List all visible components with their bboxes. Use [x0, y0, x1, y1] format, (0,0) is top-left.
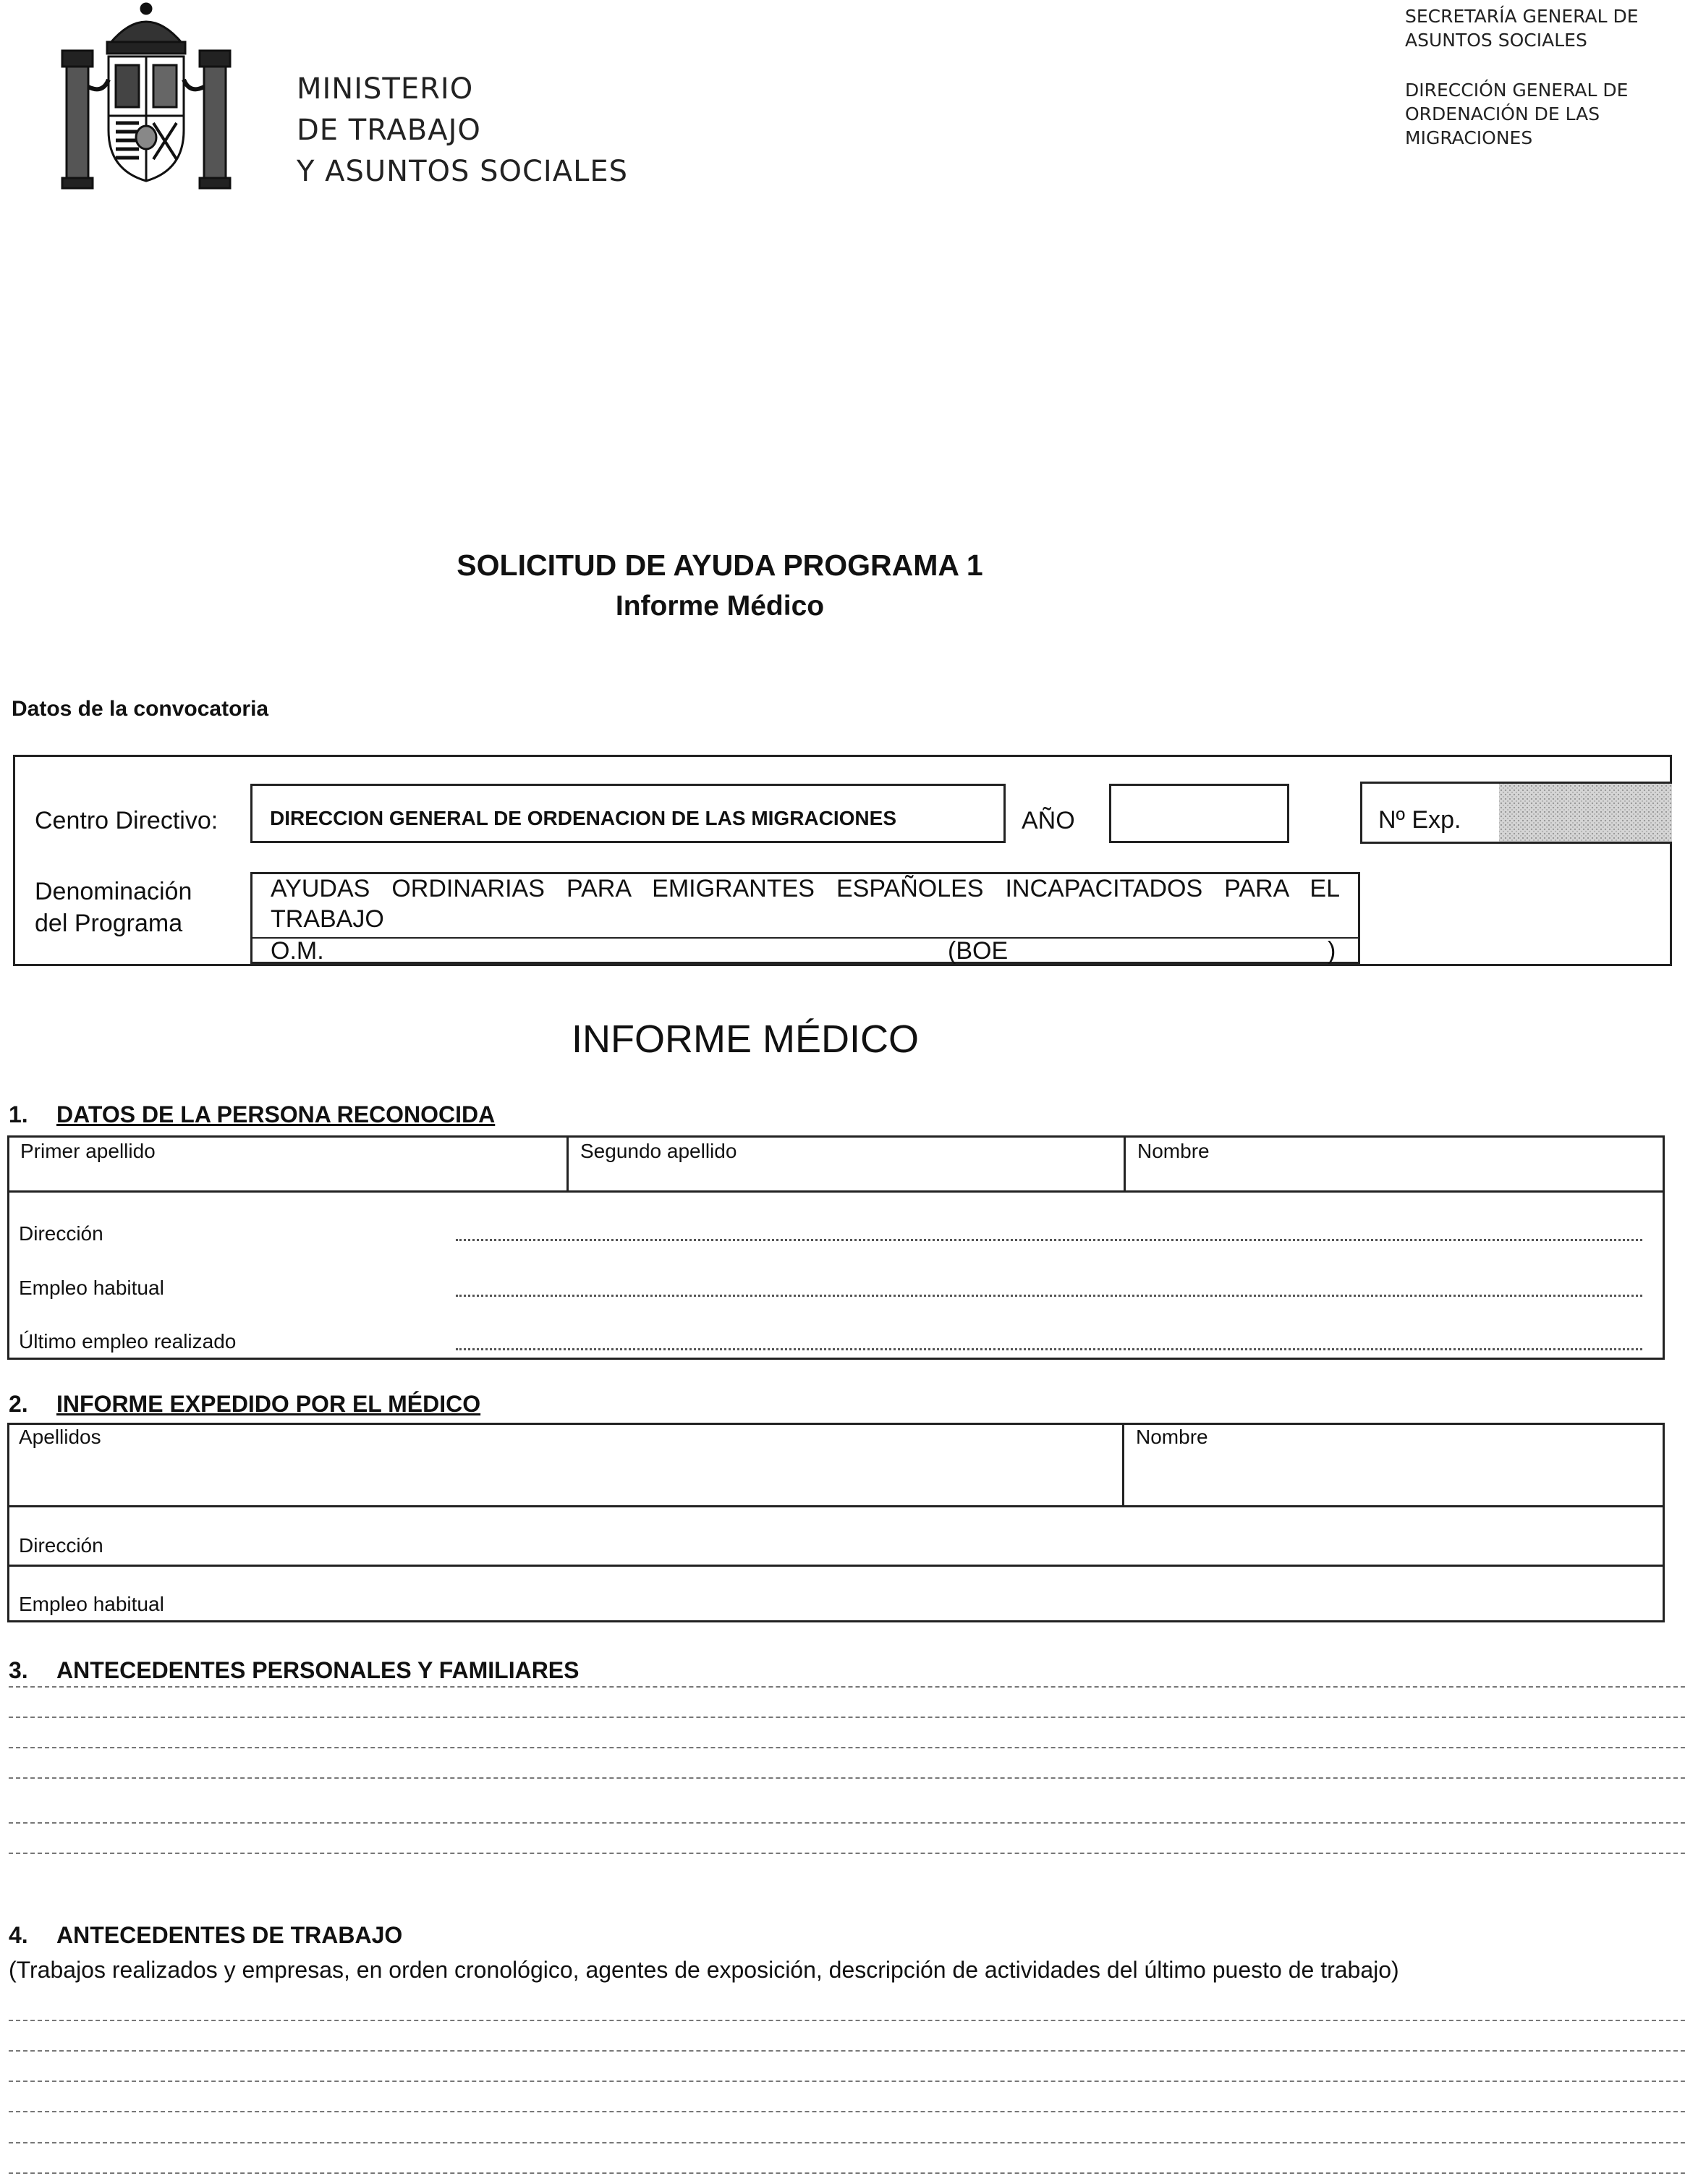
- answer-line[interactable]: [9, 1747, 1685, 1748]
- direccion-field[interactable]: [456, 1239, 1642, 1241]
- boe-close-paren: ): [1328, 937, 1336, 965]
- answer-line[interactable]: [9, 1777, 1685, 1779]
- divider: [7, 1565, 1665, 1567]
- section-2-heading: 2. INFORME EXPEDIDO POR EL MÉDICO: [9, 1391, 481, 1417]
- nombre-label: Nombre: [1137, 1140, 1210, 1162]
- coat-of-arms-logo: [59, 0, 233, 190]
- answer-line[interactable]: [9, 2172, 1685, 2174]
- answer-line[interactable]: [9, 2142, 1685, 2143]
- section-1-heading: 1. DATOS DE LA PERSONA RECONOCIDA: [9, 1101, 496, 1127]
- primer-apellido-label: Primer apellido: [20, 1140, 156, 1162]
- answer-line[interactable]: [9, 1822, 1685, 1824]
- ano-field[interactable]: [1109, 784, 1289, 843]
- answer-line[interactable]: [9, 1853, 1685, 1854]
- answer-line[interactable]: [9, 2111, 1685, 2112]
- secretaria-heading: SECRETARÍA GENERAL DE ASUNTOS SOCIALES: [1405, 6, 1639, 51]
- section-4-description: (Trabajos realizados y empresas, en orden cronológico, agentes de exposición, descripción de actividades del último puesto de trabajo): [9, 1957, 1399, 1983]
- centro-label: Centro Directivo:: [35, 807, 218, 834]
- section-1-box: [7, 1135, 1665, 1360]
- form-subtitle: Informe Médico: [615, 591, 825, 622]
- om-label: O.M.: [271, 937, 324, 965]
- divider: [1124, 1135, 1126, 1192]
- section-3-heading: 3. ANTECEDENTES PERSONALES Y FAMILIARES: [9, 1657, 580, 1683]
- nexp-shaded-field: [1499, 784, 1672, 842]
- answer-line[interactable]: [9, 1686, 1685, 1688]
- ultimo-empleo-field[interactable]: [456, 1348, 1642, 1350]
- divider: [7, 1505, 1665, 1507]
- segundo-apellido-label: Segundo apellido: [580, 1140, 737, 1162]
- department-block: [1405, 4, 1639, 176]
- answer-line[interactable]: [9, 2050, 1685, 2052]
- direccion-heading: DIRECCIÓN GENERAL DE ORDENACIÓN DE LAS MIGRACIONES: [1405, 80, 1629, 148]
- ministry-name: MINISTERIO DE TRABAJO Y ASUNTOS SOCIALES: [297, 72, 629, 188]
- ano-label: AÑO: [1022, 807, 1075, 834]
- nexp-label: Nº Exp.: [1378, 806, 1461, 834]
- nombre-medico-label: Nombre: [1136, 1426, 1208, 1448]
- informe-medico-title: INFORME MÉDICO: [572, 1017, 919, 1061]
- centro-field[interactable]: DIRECCION GENERAL DE ORDENACION DE LAS MIGRACIONES: [250, 784, 1006, 843]
- answer-line[interactable]: [9, 2020, 1685, 2021]
- empleo-habitual-label: Empleo habitual: [19, 1277, 164, 1299]
- boe-label: (BOE: [948, 937, 1009, 965]
- answer-line[interactable]: [9, 2081, 1685, 2082]
- apellidos-label: Apellidos: [19, 1426, 101, 1448]
- direccion-label: Dirección: [19, 1222, 103, 1245]
- direccion-medico-label: Dirección: [19, 1534, 103, 1557]
- ultimo-empleo-label: Último empleo realizado: [19, 1330, 237, 1353]
- empleo-habitual-field[interactable]: [456, 1295, 1642, 1297]
- section-4-heading: 4. ANTECEDENTES DE TRABAJO: [9, 1922, 403, 1948]
- denominacion-value: AYUDAS ORDINARIAS PARA EMIGRANTES ESPAÑOLES INCAPACITADOS PARA EL TRABAJO: [271, 875, 1340, 933]
- answer-line[interactable]: [9, 1717, 1685, 1718]
- divider: [1122, 1423, 1124, 1506]
- om-row: [250, 937, 1360, 964]
- convocatoria-heading: Datos de la convocatoria: [12, 697, 269, 721]
- section-2-box: [7, 1423, 1665, 1622]
- divider: [7, 1190, 1665, 1193]
- form-title: SOLICITUD DE AYUDA PROGRAMA 1: [457, 549, 983, 582]
- divider: [566, 1135, 569, 1192]
- empleo-medico-label: Empleo habitual: [19, 1593, 164, 1615]
- denominacion-label: Denominación del Programa: [35, 878, 192, 937]
